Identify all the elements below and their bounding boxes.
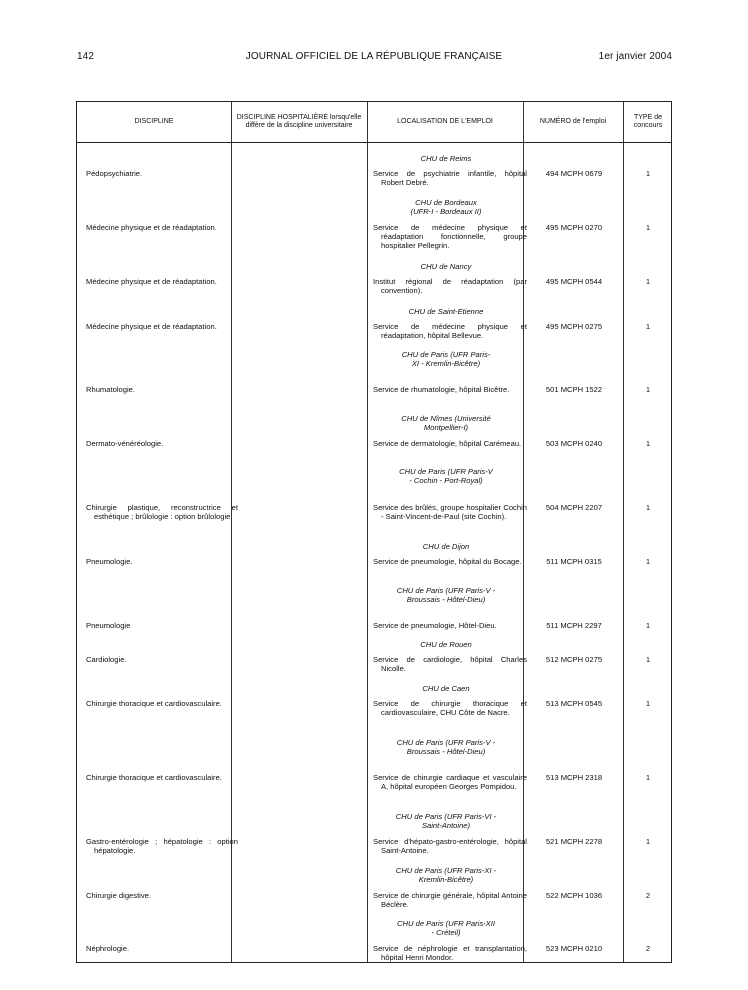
location-cell: CHU de Paris (UFR Paris-XII - Créteil) (397, 919, 495, 937)
number-cell: 495 MCPH 0275 (545, 322, 603, 331)
service-cell: Service d'hépato-gastro-entérologie, hôpital Saint-Antoine. (373, 837, 527, 855)
location-cell: CHU de Nancy (420, 262, 472, 271)
number-cell: 521 MCPH 2278 (545, 837, 603, 846)
service-cell: Service de pneumologie, Hôtel-Dieu. (373, 621, 497, 630)
type-cell: 1 (645, 277, 651, 286)
location-cell: CHU de Rouen (420, 640, 472, 649)
discipline-cell: Chirurgie thoracique et cardiovasculaire. (86, 699, 222, 708)
column-header-location: LOCALISATION DE L'EMPLOI (397, 118, 493, 125)
journal-title: JOURNAL OFFICIEL DE LA RÉPUBLIQUE FRANÇAISE (245, 51, 503, 62)
number-cell: 511 MCPH 0315 (546, 557, 602, 566)
type-cell: 1 (645, 169, 651, 178)
service-cell: Service de médecine physique et réadaptation fonctionnelle, groupe hospitalier Pellegrin. (373, 223, 527, 250)
discipline-cell: Dermato-vénéréologie. (86, 439, 164, 448)
discipline-cell: Médecine physique et de réadaptation. (86, 277, 217, 286)
service-cell: Service des brûlés, groupe hospitalier Cochin - Saint-Vincent-de-Paul (site Cochin). (373, 503, 527, 521)
service-cell: Service de chirurgie cardiaque et vasculaire A, hôpital européen Georges Pompidou. (373, 773, 527, 791)
location-cell: CHU de Paris (UFR Paris-XI - Kremlin-Bicêtre) (395, 866, 497, 884)
location-cell: CHU de Saint-Etienne (408, 307, 484, 316)
column-header-type: TYPE de concours (633, 114, 663, 129)
service-cell: Service de rhumatologie, hôpital Bicêtre. (373, 385, 510, 394)
type-cell: 1 (645, 322, 651, 331)
service-cell: Service de médecine physique et réadaptation, hôpital Bellevue. (373, 322, 527, 340)
column-header-hospital-discipline: DISCIPLINE HOSPITALIÈRE lorsqu'elle diffère de la discipline universitaire (236, 114, 362, 129)
column-divider (367, 102, 368, 962)
discipline-cell: Pneumologie. (86, 557, 133, 566)
service-cell: Institut régional de réadaptation (par convention). (373, 277, 527, 295)
service-cell: Service de chirurgie thoracique et cardiovasculaire, CHU Côte de Nacre. (373, 699, 527, 717)
page-number: 142 (77, 51, 94, 62)
service-cell: Service de dermatologie, hôpital Carémeau. (373, 439, 522, 448)
location-cell: CHU de Nîmes (Université Montpellier-I) (401, 414, 491, 432)
discipline-cell: Cardiologie. (86, 655, 127, 664)
location-cell: CHU de Paris (UFR Paris-VI - Saint-Antoine) (395, 812, 497, 830)
type-cell: 1 (645, 439, 651, 448)
location-cell: CHU de Paris (UFR Paris-V - Cochin - Port-Royal) (399, 467, 493, 485)
header-divider (77, 142, 671, 143)
location-cell: CHU de Paris (UFR Paris-XI - Kremlin-Bicêtre) (401, 350, 491, 368)
type-cell: 1 (645, 655, 651, 664)
number-cell: 522 MCPH 1036 (545, 891, 603, 900)
column-divider (623, 102, 624, 962)
service-cell: Service de cardiologie, hôpital Charles Nicolle. (373, 655, 527, 673)
service-cell: Service de néphrologie et transplantation, hôpital Henri Mondor. (373, 944, 527, 962)
discipline-cell: Pédopsychiatrie. (86, 169, 143, 178)
location-cell: CHU de Caen (422, 684, 470, 693)
number-cell: 513 MCPH 0545 (545, 699, 603, 708)
type-cell: 1 (645, 223, 651, 232)
location-cell: CHU de Dijon (422, 542, 470, 551)
number-cell: 513 MCPH 2318 (545, 773, 603, 782)
type-cell: 1 (645, 837, 651, 846)
location-cell: CHU de Paris (UFR Paris-V - Broussais - Hôtel-Dieu) (396, 586, 496, 604)
number-cell: 494 MCPH 0679 (545, 169, 603, 178)
number-cell: 495 MCPH 0270 (545, 223, 603, 232)
column-divider (231, 102, 232, 962)
type-cell: 1 (645, 385, 651, 394)
discipline-cell: Néphrologie. (86, 944, 130, 953)
discipline-cell: Chirurgie thoracique et cardiovasculaire. (86, 773, 222, 782)
discipline-cell: Chirurgie plastique, reconstructrice et esthétique ; brûlologie : option brûlologie. (86, 503, 238, 521)
service-cell: Service de pneumologie, hôpital du Bocage. (373, 557, 522, 566)
type-cell: 2 (645, 891, 651, 900)
number-cell: 503 MCPH 0240 (545, 439, 603, 448)
number-cell: 504 MCPH 2207 (545, 503, 603, 512)
number-cell: 512 MCPH 0275 (545, 655, 603, 664)
column-header-discipline: DISCIPLINE (134, 118, 174, 125)
discipline-cell: Médecine physique et de réadaptation. (86, 322, 217, 331)
discipline-cell: Chirurgie digestive. (86, 891, 151, 900)
location-cell: CHU de Paris (UFR Paris-V - Broussais - Hôtel-Dieu) (396, 738, 496, 756)
type-cell: 1 (645, 503, 651, 512)
number-cell: 495 MCPH 0544 (545, 277, 603, 286)
discipline-cell: Médecine physique et de réadaptation. (86, 223, 217, 232)
number-cell: 511 MCPH 2297 (546, 621, 602, 630)
positions-table (76, 101, 672, 963)
location-cell: CHU de Reims (420, 154, 472, 163)
discipline-cell: Gastro-entérologie ; hépatologie : option hépatologie. (86, 837, 238, 855)
discipline-cell: Rhumatologie. (86, 385, 135, 394)
location-cell: CHU de Bordeaux (UFR-I - Bordeaux II) (410, 198, 482, 216)
type-cell: 1 (645, 773, 651, 782)
issue-date: 1er janvier 2004 (598, 51, 672, 62)
column-header-number: NUMÉRO de l'emploi (539, 118, 607, 125)
type-cell: 1 (645, 621, 651, 630)
number-cell: 501 MCPH 1522 (545, 385, 603, 394)
discipline-cell: Pneumologie (86, 621, 131, 630)
type-cell: 2 (645, 944, 651, 953)
type-cell: 1 (645, 557, 651, 566)
service-cell: Service de chirurgie générale, hôpital Antoine Béclère. (373, 891, 527, 909)
type-cell: 1 (645, 699, 651, 708)
service-cell: Service de psychiatrie infantile, hôpital Robert Debré. (373, 169, 527, 187)
number-cell: 523 MCPH 0210 (545, 944, 603, 953)
